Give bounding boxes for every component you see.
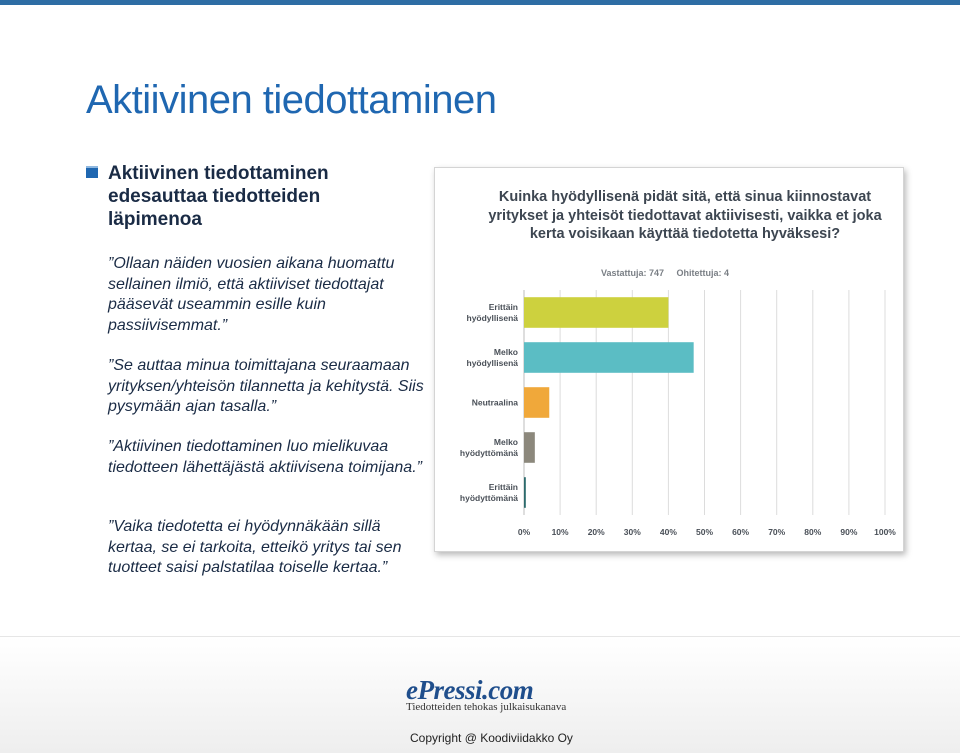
- x-tick-label: 80%: [804, 527, 822, 537]
- slide-title: Aktiivinen tiedottaminen: [86, 78, 497, 122]
- x-tick-label: 20%: [587, 527, 605, 537]
- bar: [524, 297, 668, 328]
- category-label: Neutraalina: [471, 397, 518, 408]
- bar: [524, 432, 535, 463]
- x-tick-label: 0%: [517, 527, 531, 537]
- x-tick-label: 40%: [659, 527, 677, 537]
- x-tick-label: 30%: [623, 527, 641, 537]
- quote-2: ”Se auttaa minua toimittajana seuraamaan yrityksen/yhteisön tilannetta ja kehitystä. Siis pysymään ajan tasalla.”: [108, 357, 424, 415]
- quote-3: ”Aktiivinen tiedottaminen luo mielikuvaa tiedotteen lähettäjästä aktiivisena toimijana.”: [108, 438, 422, 476]
- x-tick-label: 100%: [874, 527, 896, 537]
- quote-4: ”Vaika tiedotetta ei hyödynnäkään sillä kertaa, se ei tarkoita, etteikö yritys tai sen tuotteet saisi palstatilaa toiselle kertaa.”: [108, 518, 402, 576]
- category-label: Melko hyödyttömänä: [459, 437, 518, 458]
- logo-tagline: Tiedotteiden tehokas julkaisukanava: [406, 701, 567, 713]
- bar: [524, 342, 694, 373]
- copyright-text: Copyright @ Koodiviidakko Oy: [410, 731, 573, 745]
- bullet-heading: Aktiivinen tiedottaminen edesauttaa tiedotteiden läpimenoa: [108, 163, 329, 230]
- x-tick-label: 10%: [551, 527, 569, 537]
- skipped-count: Ohitettuja: 4: [676, 268, 730, 278]
- chart-title: Kuinka hyödyllisenä pidät sitä, että sinua kiinnostavat yritykset ja yhteisöt tiedottavat aktiivisesti, vaikka et joka kerta voisikaan käyttää tiedotetta hyväksesi?: [488, 189, 882, 242]
- category-label: Melko hyödyllisenä: [466, 347, 518, 368]
- bar: [524, 387, 549, 418]
- category-label: Erittäin hyödyttömänä: [459, 482, 518, 503]
- quote-1: ”Ollaan näiden vuosien aikana huomattu sellainen ilmiö, että aktiiviset tiedottajat pääsevät useammin esille kuin passiivisemmat.”: [108, 255, 395, 334]
- survey-chart: [434, 167, 904, 552]
- bar: [524, 477, 526, 508]
- square-bullet-icon: [86, 166, 98, 178]
- bar-chart-svg: [435, 168, 903, 551]
- x-tick-label: 70%: [768, 527, 786, 537]
- category-label: Erittäin hyödyllisenä: [466, 302, 518, 323]
- x-tick-label: 60%: [732, 527, 750, 537]
- x-tick-label: 90%: [840, 527, 858, 537]
- top-accent-bar: [0, 0, 960, 5]
- epressi-logo: ePressi.com: [406, 675, 534, 705]
- x-tick-label: 50%: [695, 527, 714, 537]
- answered-count: Vastattuja: 747: [601, 268, 665, 278]
